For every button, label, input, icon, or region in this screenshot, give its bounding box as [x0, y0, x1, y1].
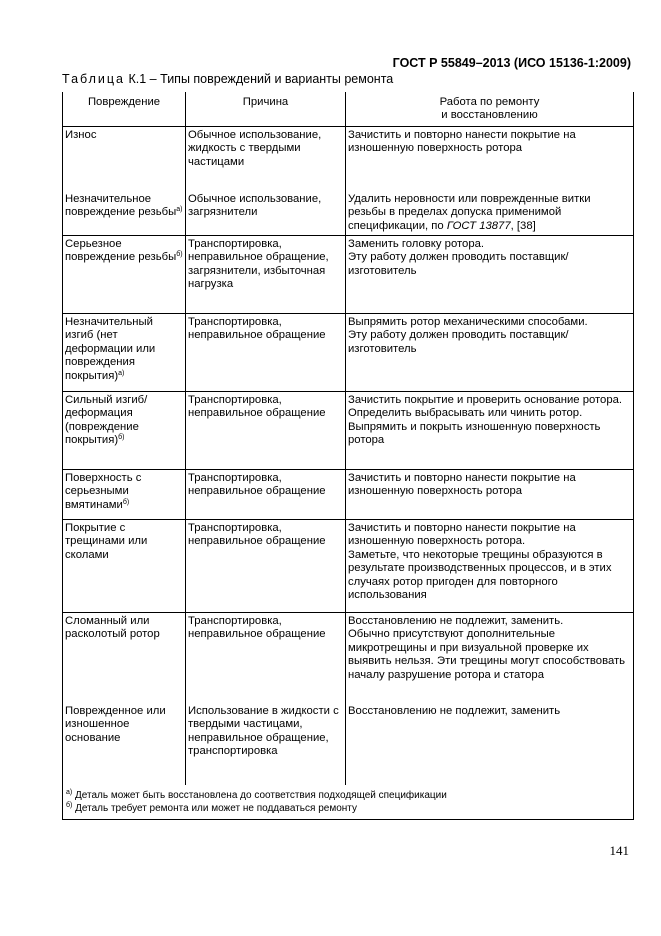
footnote-mark: б) — [118, 434, 125, 442]
repair-cell: Восстановлению не подлежит, заменить — [348, 705, 561, 717]
damage-cell: Износ — [63, 127, 186, 191]
footnote-b-mark: б) — [66, 802, 73, 809]
damage-cell — [63, 236, 186, 313]
damage-cell — [63, 191, 186, 235]
column-header-repair-line2: и восстановлению — [441, 109, 538, 122]
cause-cell: Транспортировка, неправильное обращение — [186, 314, 346, 391]
damage-repair-table — [62, 92, 634, 820]
damage-text: Незначительное повреждение резьбы — [65, 193, 177, 219]
table-row — [63, 191, 633, 236]
footnote-a — [66, 789, 630, 802]
table-caption-text: К.1 – Типы повреждений и варианты ремонта — [128, 72, 394, 86]
repair-text-end: , [38] — [510, 219, 536, 232]
page-number: 141 — [609, 843, 629, 858]
repair-cell: Зачистить и повторно нанести покрытие на изношенную поверхность ротора — [348, 129, 576, 155]
table-header-row — [63, 92, 633, 127]
repair-cell: Восстановлению не подлежит, заменить. Обычно присутствуют дополнительные микротрещины и при визуальной проверке их выявить нельзя. Эти трещины могут способствовать началу разрушение ротора и статора — [348, 615, 626, 681]
repair-cell: Заменить головку ротора. Эту работу должен проводить поставщик/изготовитель — [348, 238, 569, 277]
footnote-mark: а) — [176, 206, 183, 214]
cause-cell: Транспортировка, неправильное обращение — [186, 470, 346, 519]
footnote-a-mark: а) — [66, 789, 73, 796]
footnote-a-text: Деталь может быть восстановлена до соответствия подходящей спецификации — [72, 790, 447, 801]
repair-cell: Зачистить покрытие и проверить основание ротора. Определить выбрасывать или чинить ротор. Выпрямить и покрыть изношенную поверхность ротора — [348, 394, 623, 447]
damage-cell: Покрытие с трещинами или сколами — [63, 520, 186, 612]
column-header-repair-line1: Работа по ремонту — [439, 96, 540, 108]
cause-cell: Транспортировка, неправильное обращение — [186, 520, 346, 612]
damage-text: Поверхность с серьезными вмятинами — [65, 472, 142, 511]
footnote-b-text: Деталь требует ремонта или может не поддаваться ремонту — [72, 803, 357, 814]
table-row — [63, 520, 633, 613]
cause-cell: Транспортировка, неправильное обращение — [186, 392, 346, 469]
table-row — [63, 703, 633, 785]
damage-cell — [63, 392, 186, 469]
damage-cell: Поврежденное или изношенное основание — [63, 703, 186, 785]
footnote-b — [66, 802, 630, 815]
table-caption — [62, 72, 393, 86]
repair-cell: Зачистить и повторно нанести покрытие на изношенную поверхность ротора. Заметьте, что некоторые трещины образуются в результате производственных процессов, и в этих случаях ротор пригоден для повторного использования — [348, 522, 612, 602]
cause-cell: Использование в жидкости с твердыми частицами, неправильное обращение, транспортировка — [186, 703, 346, 785]
column-header-repair — [346, 92, 633, 126]
cause-cell: Транспортировка, неправильное обращение, загрязнители, избыточная нагрузка — [186, 236, 346, 313]
cause-cell: Обычное использование, жидкость с твердыми частицами — [186, 127, 346, 191]
table-footnotes — [63, 785, 633, 819]
damage-cell — [63, 470, 186, 519]
repair-text: Удалить неровности или поврежденные витки резьбы в пределах допуска применимой спецификации, по — [348, 193, 591, 232]
damage-text: Сильный изгиб/деформация (повреждение покрытия) — [65, 394, 148, 447]
table-row — [63, 613, 633, 703]
table-caption-label: Таблица — [62, 72, 126, 86]
damage-cell — [63, 314, 186, 391]
table-row — [63, 314, 633, 392]
footnote-mark: а) — [118, 369, 125, 377]
damage-text: Серьезное повреждение резьбы — [65, 238, 177, 264]
repair-cell — [346, 191, 633, 235]
cause-cell: Обычное использование, загрязнители — [186, 191, 346, 235]
damage-cell: Сломанный или расколотый ротор — [63, 613, 186, 703]
table-row — [63, 392, 633, 470]
document-standard-header: ГОСТ Р 55849–2013 (ИСО 15136-1:2009) — [392, 56, 631, 70]
footnote-mark: б) — [122, 498, 130, 506]
repair-cell: Выпрямить ротор механическими способами. Эту работу должен проводить поставщик/изготовитель — [348, 316, 588, 355]
column-header-damage: Повреждение — [63, 92, 186, 126]
cause-cell: Транспортировка, неправильное обращение — [186, 613, 346, 703]
standard-reference: ГОСТ 13877 — [446, 219, 511, 232]
table-row — [63, 236, 633, 314]
damage-text: Незначительный изгиб (нет деформации или повреждения покрытия) — [65, 316, 156, 382]
footnote-mark: б) — [176, 251, 183, 259]
repair-cell: Зачистить и повторно нанести покрытие на изношенную поверхность ротора — [348, 472, 576, 498]
column-header-cause: Причина — [186, 92, 346, 126]
table-row — [63, 127, 633, 191]
table-row — [63, 470, 633, 520]
